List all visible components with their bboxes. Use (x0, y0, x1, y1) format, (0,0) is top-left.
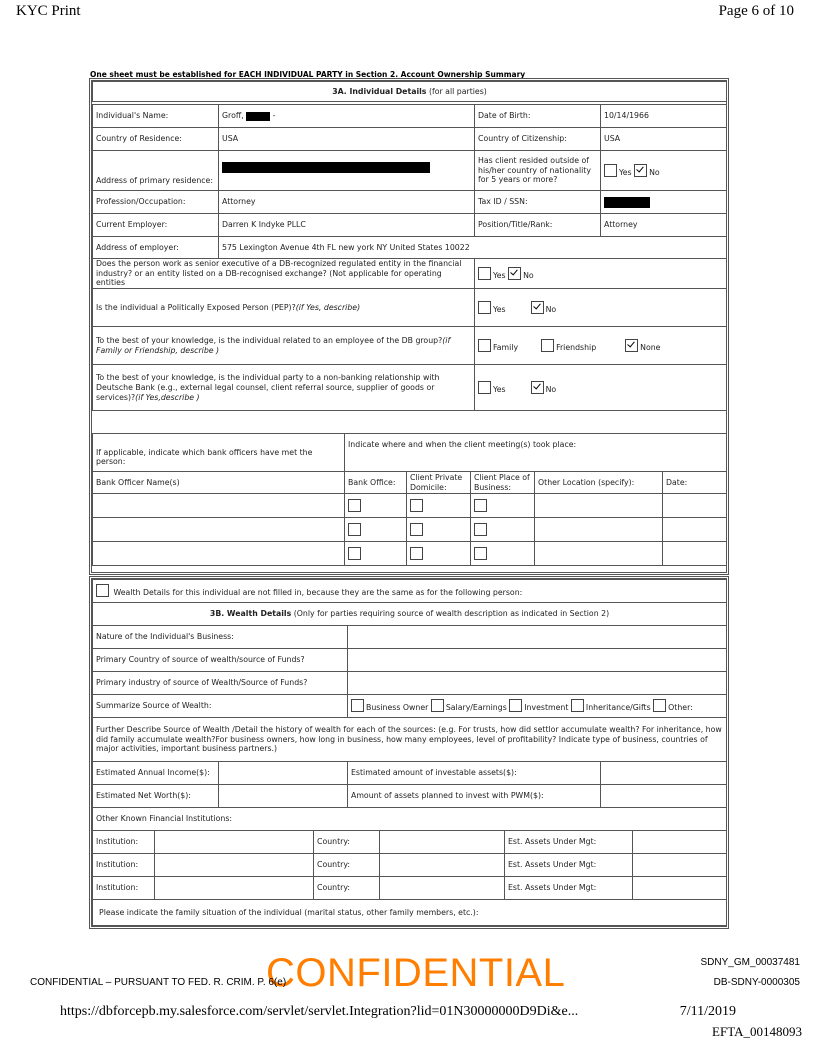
name-value: Groff, - (219, 105, 475, 128)
primary-industry-value[interactable] (348, 672, 727, 695)
investable-value[interactable] (601, 762, 727, 785)
primary-industry-label: Primary industry of source of Wealth/Source of Funds? (93, 672, 348, 695)
sheet-note: One sheet must be established for EACH INDIVIDUAL PARTY in Section 2. Account Ownership Summary (90, 70, 526, 79)
institution-value[interactable] (155, 831, 314, 854)
col-private: Client Private Domicile: (407, 472, 471, 494)
family-checkbox[interactable] (478, 339, 491, 352)
investable-label: Estimated amount of investable assets($): (348, 762, 601, 785)
friendship-checkbox[interactable] (541, 339, 554, 352)
section-3a-title: 3A. Individual Details (for all parties) (93, 82, 727, 102)
officer-cell[interactable] (93, 494, 345, 518)
summarize-options: Business Owner Salary/Earnings Investment Inheritance/Gifts Other: (348, 695, 727, 718)
institution-label: Institution: (93, 854, 155, 877)
pep-yes-checkbox[interactable] (478, 301, 491, 314)
residence-label: Country of Residence: (93, 128, 219, 151)
same-as-checkbox[interactable] (96, 584, 109, 597)
bank-office-checkbox[interactable] (348, 523, 361, 536)
country-label: Country: (314, 854, 380, 877)
private-checkbox[interactable] (410, 547, 423, 560)
nonbank-yes-checkbox[interactable] (478, 381, 491, 394)
section-3b-title: 3B. Wealth Details (Only for parties requiring source of wealth description as indicated in Section 2) (93, 603, 727, 626)
col-place: Client Place of Business: (471, 472, 535, 494)
inheritance-checkbox[interactable] (571, 699, 584, 712)
position-value: Attorney (601, 214, 727, 237)
page-number: Page 6 of 10 (718, 3, 794, 19)
q-senior-answer: Yes No (475, 259, 727, 289)
redaction-bar (604, 197, 650, 208)
net-worth-value[interactable] (219, 785, 348, 808)
source-url[interactable]: https://dbforcepb.my.salesforce.com/servlet/servlet.Integration?lid=01N30000000D9Di&e... (60, 1004, 579, 1019)
officer-cell[interactable] (93, 542, 345, 566)
country-value[interactable] (380, 877, 505, 900)
residence-value: USA (219, 128, 475, 151)
nature-label: Nature of the Individual's Business: (93, 626, 348, 649)
primary-country-label: Primary Country of source of wealth/source of Funds? (93, 649, 348, 672)
aum-label: Est. Assets Under Mgt: (505, 854, 633, 877)
col-officer: Bank Officer Name(s) (93, 472, 345, 494)
family-situation: Please indicate the family situation of the individual (marital status, other family members, etc.): (93, 900, 727, 926)
aum-value[interactable] (633, 831, 727, 854)
table-row (93, 494, 727, 518)
resided-yes-checkbox[interactable] (604, 164, 617, 177)
bank-office-checkbox[interactable] (348, 547, 361, 560)
same-as-row: Wealth Details for this individual are not filled in, because they are the same as for the following person: (93, 580, 727, 603)
table-row (93, 877, 727, 900)
private-checkbox[interactable] (410, 523, 423, 536)
place-checkbox[interactable] (474, 523, 487, 536)
table-row (93, 518, 727, 542)
name-label: Individual's Name: (93, 105, 219, 128)
senior-no-checkbox[interactable] (508, 267, 521, 280)
profession-value: Attorney (219, 191, 475, 214)
further-describe: Further Describe Source of Wealth /Detail the history of wealth for each of the sources: (e.g. For trusts, how did settlor accumulate wealth? For inheritance, how did family accumulate wealth?For business owners, how long in business, how many employees, level of profitability? Indicate type of business, countries of major activities, important business partners.) (93, 718, 727, 762)
position-label: Position/Title/Rank: (475, 214, 601, 237)
citizenship-label: Country of Citizenship: (475, 128, 601, 151)
date-cell[interactable] (663, 518, 727, 542)
address-value (219, 151, 475, 191)
address-label: Address of primary residence: (93, 151, 219, 191)
q-senior: Does the person work as senior executive of a DB-recognized regulated entity in the financial industry? or an entity listed on a DB-recognised exchange? (Not applicable for operating entities (93, 259, 475, 289)
annual-income-label: Estimated Annual Income($): (93, 762, 219, 785)
table-row (93, 854, 727, 877)
senior-yes-checkbox[interactable] (478, 267, 491, 280)
table-row (93, 831, 727, 854)
confidential-notice: CONFIDENTIAL – PURSUANT TO FED. R. CRIM. P. 6(e) (30, 977, 287, 988)
investment-checkbox[interactable] (509, 699, 522, 712)
resided-no-checkbox[interactable] (634, 164, 647, 177)
nature-value[interactable] (348, 626, 727, 649)
institution-value[interactable] (155, 854, 314, 877)
aum-value[interactable] (633, 877, 727, 900)
col-other: Other Location (specify): (535, 472, 663, 494)
section-3a (89, 78, 729, 575)
aum-label: Est. Assets Under Mgt: (505, 877, 633, 900)
q-nonbank-answer: Yes No (475, 365, 727, 411)
officers-label: If applicable, indicate which bank officers have met the person: (93, 434, 345, 472)
employer-address-label: Address of employer: (93, 237, 219, 259)
aum-label: Est. Assets Under Mgt: (505, 831, 633, 854)
other-cell[interactable] (535, 518, 663, 542)
efta-number: EFTA_00148093 (712, 1024, 802, 1039)
bank-office-checkbox[interactable] (348, 499, 361, 512)
q-pep: Is the individual a Politically Exposed Person (PEP)?(if Yes, describe) (93, 289, 475, 327)
print-date: 7/11/2019 (679, 1004, 736, 1019)
place-checkbox[interactable] (474, 547, 487, 560)
dob-label: Date of Birth: (475, 105, 601, 128)
private-checkbox[interactable] (410, 499, 423, 512)
other-checkbox[interactable] (653, 699, 666, 712)
employer-label: Current Employer: (93, 214, 219, 237)
institution-label: Institution: (93, 877, 155, 900)
employer-address-value: 575 Lexington Avenue 4th FL new york NY United States 10022 (219, 237, 727, 259)
pep-no-checkbox[interactable] (531, 301, 544, 314)
aum-value[interactable] (633, 854, 727, 877)
planned-label: Amount of assets planned to invest with PWM($): (348, 785, 601, 808)
institution-value[interactable] (155, 877, 314, 900)
place-checkbox[interactable] (474, 499, 487, 512)
summarize-label: Summarize Source of Wealth: (93, 695, 348, 718)
planned-value[interactable] (601, 785, 727, 808)
table-row (93, 542, 727, 566)
date-cell[interactable] (663, 542, 727, 566)
country-value[interactable] (380, 831, 505, 854)
net-worth-label: Estimated Net Worth($): (93, 785, 219, 808)
institution-label: Institution: (93, 831, 155, 854)
officer-cell[interactable] (93, 518, 345, 542)
q-related: To the best of your knowledge, is the individual related to an employee of the DB group?(if Family or Friendship, describe ) (93, 327, 475, 365)
redaction-bar (222, 162, 430, 173)
where-label: Indicate where and when the client meeting(s) took place: (345, 434, 727, 472)
taxid-label: Tax ID / SSN: (475, 191, 601, 214)
nonbank-no-checkbox[interactable] (531, 381, 544, 394)
other-cell[interactable] (535, 494, 663, 518)
country-label: Country: (314, 877, 380, 900)
none-checkbox[interactable] (625, 339, 638, 352)
dob-value: 10/14/1966 (601, 105, 727, 128)
bates-number-1: SDNY_GM_00037481 (700, 957, 800, 968)
col-date: Date: (663, 472, 727, 494)
citizenship-value: USA (601, 128, 727, 151)
profession-label: Profession/Occupation: (93, 191, 219, 214)
section-3b (89, 576, 729, 929)
other-fi-label: Other Known Financial Institutions: (93, 808, 727, 831)
resided-label: Has client resided outside of his/her country of nationality for 5 years or more? (475, 151, 601, 191)
taxid-value (601, 191, 727, 214)
salary-checkbox[interactable] (431, 699, 444, 712)
country-value[interactable] (380, 854, 505, 877)
country-label: Country: (314, 831, 380, 854)
resided-answer: Yes No (601, 151, 727, 191)
primary-country-value[interactable] (348, 649, 727, 672)
business-owner-checkbox[interactable] (351, 699, 364, 712)
col-bank-office: Bank Office: (345, 472, 407, 494)
confidential-watermark: CONFIDENTIAL (266, 951, 566, 995)
other-cell[interactable] (535, 542, 663, 566)
header-title: KYC Print (16, 3, 81, 19)
q-related-answer: Family Friendship None (475, 327, 727, 365)
bates-number-2: DB-SDNY-0000305 (713, 977, 800, 988)
annual-income-value[interactable] (219, 762, 348, 785)
q-pep-answer: Yes No (475, 289, 727, 327)
redaction-bar (246, 112, 270, 121)
date-cell[interactable] (663, 494, 727, 518)
meeting-table (92, 433, 727, 566)
q-nonbank: To the best of your knowledge, is the individual party to a non-banking relationship with Deutsche Bank (e.g., external legal counsel, client referral source, supplier of goods or services)?(if Yes,describe ) (93, 365, 475, 411)
employer-value: Darren K Indyke PLLC (219, 214, 475, 237)
